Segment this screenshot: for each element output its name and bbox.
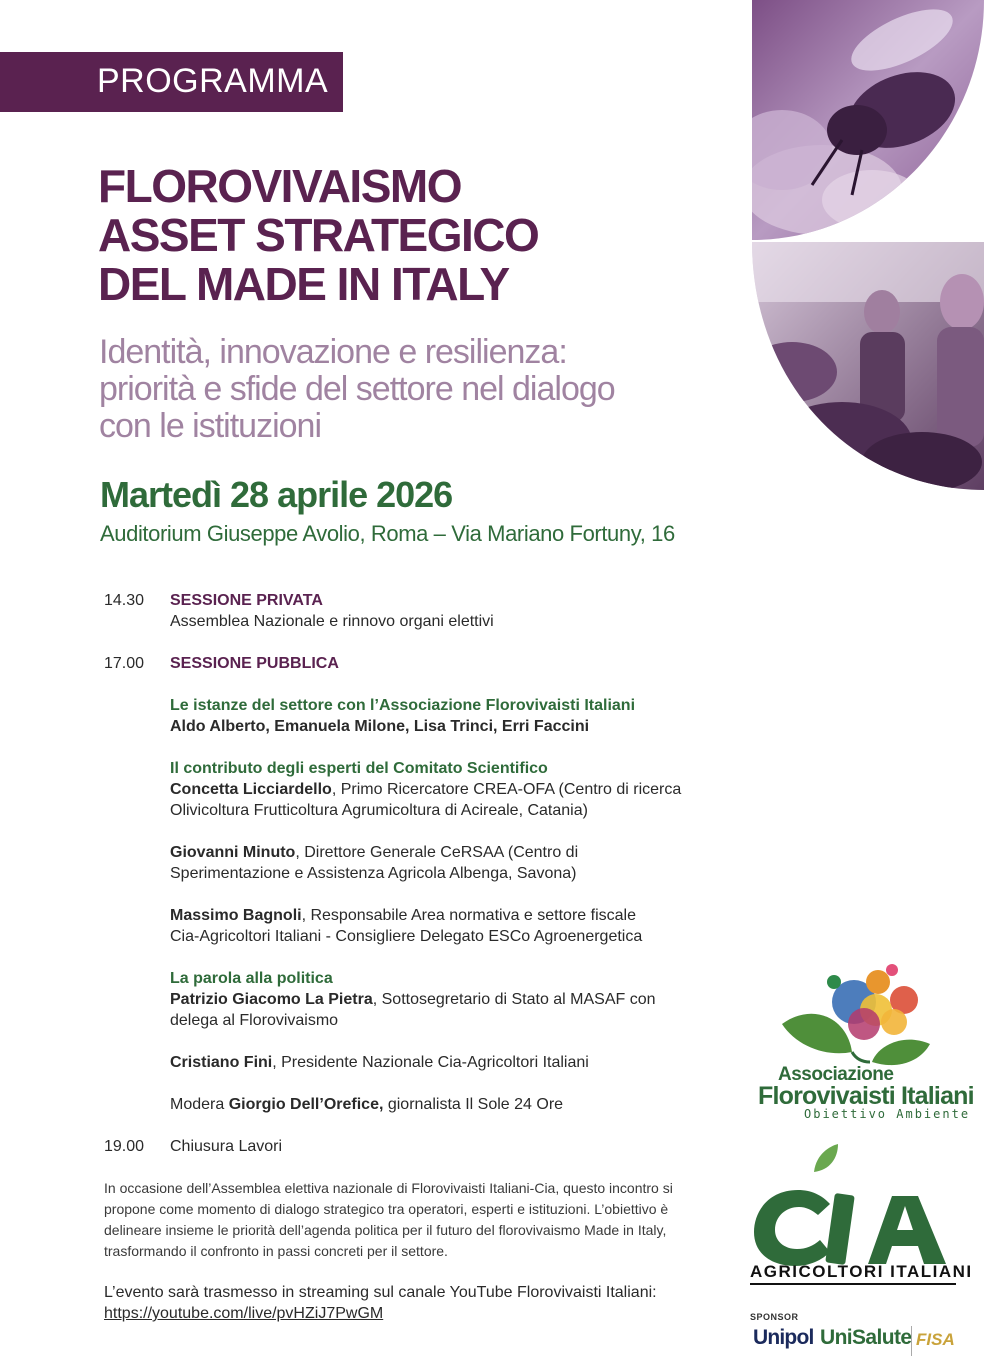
title-line: ASSET STRATEGICO <box>98 209 539 261</box>
speaker-entry <box>170 989 710 1010</box>
speaker-names: Aldo Alberto, Emanuela Milone, Lisa Trinci, Erri Faccini <box>170 718 590 735</box>
subtitle-line: Identità, innovazione e resilienza: <box>99 333 567 371</box>
unisalute-logo: UniSalute <box>820 1326 912 1349</box>
program-banner-label: PROGRAMMA <box>97 62 329 100</box>
speaker-name: Massimo Bagnoli <box>170 907 302 924</box>
unipol-logo: Unipol <box>753 1326 814 1349</box>
moderator-name: Giorgio Dell’Orefice, <box>228 1096 384 1113</box>
description-line: In occasione dell’Assemblea elettiva nazionale di Florovivaisti Italiani-Cia, questo incontro si <box>104 1180 673 1196</box>
afi-name-line1: Associazione <box>778 1064 894 1085</box>
speaker-entry <box>170 905 710 926</box>
bee-flower-photo <box>752 0 984 240</box>
speaker-role: , Primo Ricercatore CREA-OFA (Centro di ricerca <box>331 781 682 798</box>
block-heading: Le istanze del settore con l’Associazione Florovivaisti Italiani <box>170 697 636 714</box>
cia-subtitle: AGRICOLTORI ITALIANI <box>750 1262 956 1285</box>
page-subtitle <box>99 334 615 445</box>
speaker-role: , Presidente Nazionale Cia-Agricoltori Italiani <box>272 1054 589 1071</box>
moderator-entry <box>170 1094 710 1115</box>
subtitle-line: con le istituzioni <box>99 407 322 445</box>
description-line: delineare insieme le priorità dell’agenda politica per il futuro del florovivaismo Made in Italy, <box>104 1222 667 1238</box>
session-description: Assemblea Nazionale e rinnovo organi elettivi <box>170 613 494 630</box>
program-banner <box>0 52 343 112</box>
speaker-name: Patrizio Giacomo La Pietra <box>170 991 373 1008</box>
speaker-name: Concetta Licciardello <box>170 781 332 798</box>
speaker-role-cont: Cia-Agricoltori Italiani - Consigliere Delegato ESCo Agroenergetica <box>170 928 643 945</box>
speaker-entry <box>170 1052 710 1073</box>
cia-logo <box>750 1142 960 1268</box>
schedule-time: 17.00 <box>104 655 145 672</box>
sponsor-label: SPONSOR <box>750 1312 799 1322</box>
session-title: SESSIONE PRIVATA <box>170 592 323 609</box>
speaker-name: Giovanni Minuto <box>170 844 296 861</box>
speaker-role: , Direttore Generale CeRSAA (Centro di <box>295 844 579 861</box>
block-heading: La parola alla politica <box>170 970 333 987</box>
title-line: DEL MADE IN ITALY <box>98 258 509 310</box>
page-title <box>98 162 538 309</box>
speaker-role: , Responsabile Area normativa e settore fiscale <box>301 907 636 924</box>
speaker-name: Cristiano Fini <box>170 1054 273 1071</box>
streaming-info <box>104 1282 704 1324</box>
sponsor-divider <box>911 1326 912 1356</box>
afi-tagline: Obiettivo Ambiente <box>804 1107 971 1121</box>
title-line: FLOROVIVAISMO <box>98 160 461 212</box>
youtube-link[interactable]: https://youtube.com/live/pvHZiJ7PwGM <box>104 1305 384 1322</box>
moderator-prefix: Modera <box>170 1096 229 1113</box>
streaming-text: L’evento sarà trasmesso in streaming sul canale YouTube Florovivaisti Italiani: <box>104 1284 657 1301</box>
nursery-workers-photo <box>752 242 984 490</box>
fisa-logo: FISA <box>916 1330 955 1349</box>
description-line: propone come momento di dialogo strategico tra operatori, esperti e istituzioni. L’obiettivo è <box>104 1201 669 1217</box>
subtitle-line: priorità e sfide del settore nel dialogo <box>99 370 615 408</box>
schedule-time: 19.00 <box>104 1138 145 1155</box>
speaker-entry <box>170 842 710 863</box>
speaker-role-cont: Sperimentazione e Assistenza Agricola Albenga, Savona) <box>170 865 577 882</box>
session-title: SESSIONE PUBBLICA <box>170 655 339 672</box>
moderator-role: giornalista Il Sole 24 Ore <box>383 1096 564 1113</box>
session-title: Chiusura Lavori <box>170 1138 283 1155</box>
speaker-role: , Sottosegretario di Stato al MASAF con <box>372 991 656 1008</box>
speaker-role-cont: delega al Florovivaismo <box>170 1012 339 1029</box>
block-heading: Il contributo degli esperti del Comitato Scientifico <box>170 760 548 777</box>
schedule-time: 14.30 <box>104 592 145 609</box>
description-line: trasformando il confronto in passi concreti per il settore. <box>104 1243 448 1259</box>
event-venue: Auditorium Giuseppe Avolio, Roma – Via Mariano Fortuny, 16 <box>100 521 675 546</box>
event-date: Martedì 28 aprile 2026 <box>100 474 453 515</box>
speaker-role-cont: Olivicoltura Frutticoltura Agrumicoltura di Acireale, Catania) <box>170 802 588 819</box>
event-description <box>104 1178 694 1262</box>
speaker-entry <box>170 779 710 800</box>
afi-name-line2: Florovivaisti Italiani <box>758 1082 974 1110</box>
